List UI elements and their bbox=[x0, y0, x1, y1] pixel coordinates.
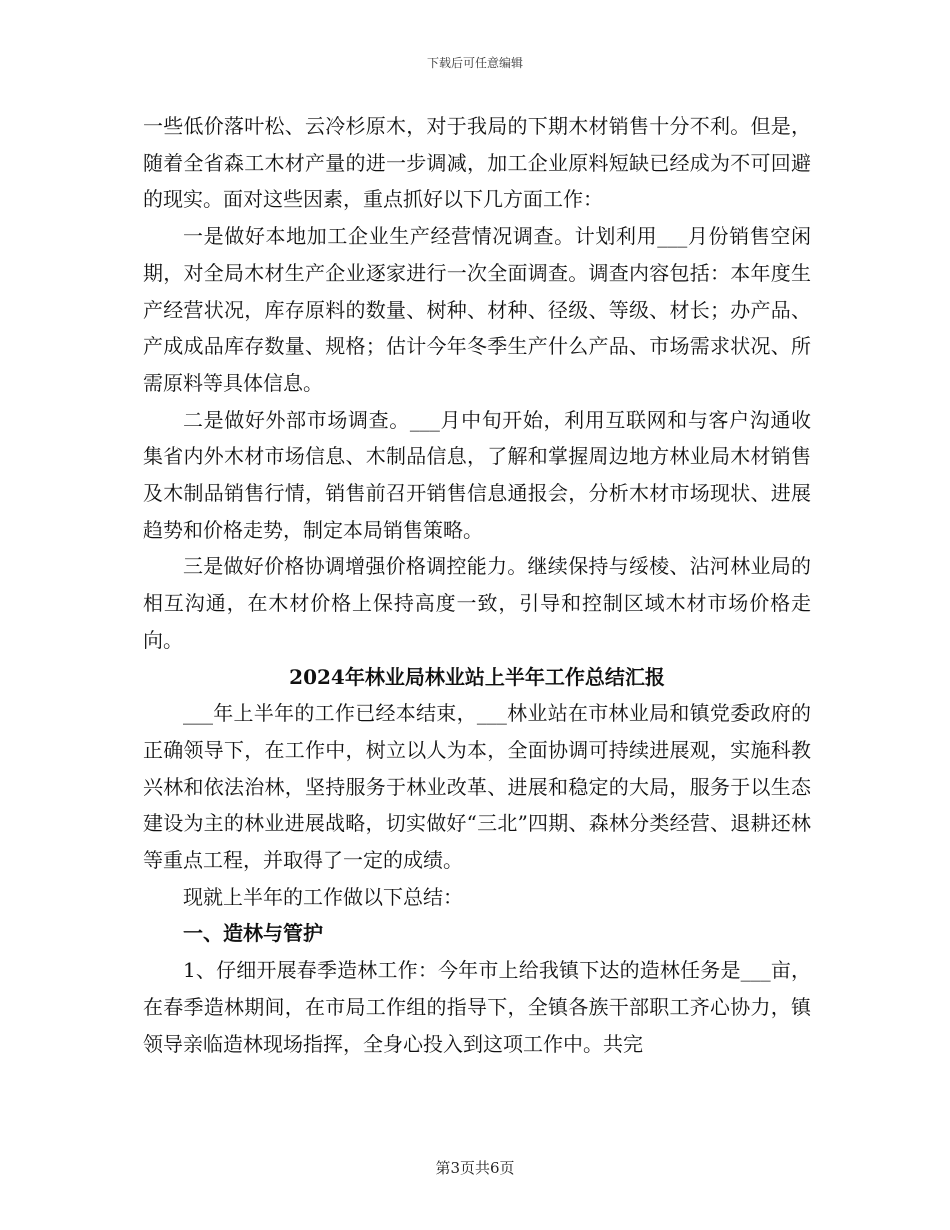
paragraph: ___年上半年的工作已经本结束，___林业站在市林业局和镇党委政府的正确领导下，在工作中，树立以人为本，全面协调可持续进展观，实施科教兴林和依法治林，坚持服务于林业改革、进展和稳定的大局，服务于以生态建设为主的林业进展战略，切实做好“三北”四期、森林分类经营、退耕还林等重点工程，并取得了一定的成绩。 bbox=[143, 701, 811, 873]
paragraph: 一是做好本地加工企业生产经营情况调查。计划利用___月份销售空闲期，对全局木材生产企业逐家进行一次全面调查。调查内容包括：本年度生产经营状况，库存原料的数量、树种、材种、径级、等级、材长；办产品、产成成品库存数量、规格；估计今年冬季生产什么产品、市场需求状况、所需原料等具体信息。 bbox=[143, 224, 811, 395]
document-body bbox=[143, 108, 811, 1062]
paragraph: 现就上半年的工作做以下总结： bbox=[183, 884, 463, 909]
paragraph: 一些低价落叶松、云冷杉原木，对于我局的下期木材销售十分不利。但是，随着全省森工木材产量的进一步调减，加工企业原料短缺已经成为不可回避的现实。面对这些因素，重点抓好以下几方面工作： bbox=[143, 114, 811, 212]
section-heading: 一、造林与管护 bbox=[183, 921, 323, 946]
paragraph: 三是做好价格协调增强价格调控能力。继续保持与绥棱、沾河林业局的相互沟通，在木材价格上保持高度一致，引导和控制区域木材市场价格走向。 bbox=[143, 554, 811, 652]
page-footer: 第3页共6页 bbox=[435, 1159, 515, 1177]
page-header: 下载后可任意编辑 bbox=[426, 56, 523, 70]
document-title: 2024年林业局林业站上半年工作总结汇报 bbox=[289, 664, 665, 689]
paragraph: 二是做好外部市场调查。___月中旬开始，利用互联网和与客户沟通收集省内外木材市场信息、木制品信息，了解和掌握周边地方林业局木材销售及木制品销售行情，销售前召开销售信息通报会，分析木材市场现状、进展趋势和价格走势，制定本局销售策略。 bbox=[143, 407, 811, 542]
paragraph: 1、仔细开展春季造林工作：今年市上给我镇下达的造林任务是___亩，在春季造林期间，在市局工作组的指导下，全镇各族干部职工齐心协力，镇领导亲临造林现场指挥，全身心投入到这项工作中。共完 bbox=[143, 958, 811, 1056]
